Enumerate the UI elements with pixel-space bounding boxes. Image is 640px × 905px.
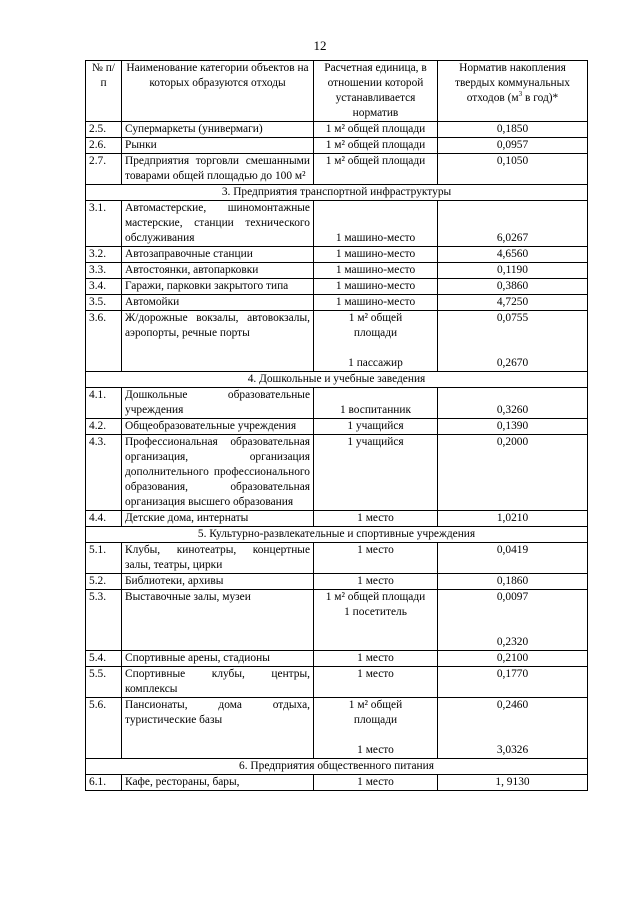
norm-value-line: 0,1190: [497, 264, 528, 276]
norm-value-line: [441, 216, 584, 231]
object-category-line: Спортивные клубы, центры, комплексы: [125, 668, 310, 695]
row-number: 5.1.: [86, 543, 122, 574]
calc-unit-line: 1 м² общей: [348, 699, 403, 711]
norm-value-cell: [438, 388, 588, 419]
object-category-line: Автомойки: [125, 296, 180, 308]
table-row: [86, 295, 588, 311]
table-row: [86, 388, 588, 419]
calc-unit-line: площади: [353, 714, 398, 726]
table-row: [86, 574, 588, 590]
norm-table: [85, 60, 588, 791]
header-num: № п/п: [86, 61, 122, 122]
table-row: [86, 263, 588, 279]
norm-value-cell: [438, 543, 588, 574]
calc-unit-cell: [314, 574, 438, 590]
norm-value-line: 0,2670: [496, 357, 529, 369]
table-row: [86, 201, 588, 247]
norm-value-cell: [438, 154, 588, 185]
object-category-line: Кафе, рестораны, бары,: [125, 776, 240, 788]
row-number: 2.7.: [86, 154, 122, 185]
norm-value-cell: [438, 698, 588, 759]
calc-unit-line: [317, 388, 434, 403]
calc-unit-line: 1 машино-место: [335, 264, 416, 276]
calc-unit-line: 1 машино-место: [335, 232, 416, 244]
norm-value-line: [441, 388, 584, 403]
norm-value-line: 0,2320: [496, 636, 529, 648]
object-category-cell: [122, 247, 314, 263]
calc-unit-cell: [314, 154, 438, 185]
calc-unit-cell: [314, 435, 438, 511]
row-number: 3.2.: [86, 247, 122, 263]
norm-value-line: [441, 201, 584, 216]
object-category-line: Детские дома, интернаты: [125, 512, 249, 524]
object-category-cell: [122, 543, 314, 574]
calc-unit-line: 1 м² общей площади: [325, 155, 426, 167]
object-category-cell: [122, 590, 314, 651]
header-name: Наименование категории объектов на которых образуются отходы: [122, 61, 314, 122]
calc-unit-cell: [314, 138, 438, 154]
object-category-cell: [122, 651, 314, 667]
norm-value-line: 4,7250: [496, 296, 529, 308]
norm-value-line: 0,0957: [496, 139, 529, 151]
section-title: 6. Предприятия общественного питания: [86, 759, 588, 775]
section-row: [86, 185, 588, 201]
object-category-cell: [122, 263, 314, 279]
norm-value-line: 3,0326: [496, 744, 529, 756]
calc-unit-cell: [314, 667, 438, 698]
calc-unit-line: 1 м² общей: [348, 312, 403, 324]
row-number: 5.4.: [86, 651, 122, 667]
object-category-line: Супермаркеты (универмаги): [125, 123, 263, 135]
calc-unit-cell: [314, 388, 438, 419]
object-category-line: Выставочные залы, музеи: [125, 591, 251, 603]
norm-value-cell: [438, 419, 588, 435]
calc-unit-cell: [314, 122, 438, 138]
section-title: 5. Культурно-развлекательные и спортивные учреждения: [86, 527, 588, 543]
calc-unit-line: 1 м² общей площади: [325, 591, 426, 603]
object-category-cell: [122, 279, 314, 295]
row-number: 6.1.: [86, 775, 122, 791]
calc-unit-line: 1 машино-место: [335, 248, 416, 260]
calc-unit-line: 1 место: [357, 668, 394, 680]
object-category-cell: [122, 698, 314, 759]
row-number: 4.3.: [86, 435, 122, 511]
calc-unit-line: [317, 341, 434, 356]
norm-value-line: 0,2000: [496, 436, 529, 448]
object-category-line: Ж/дорожные вокзалы, автовокзалы, аэропорты, речные порты: [125, 312, 310, 339]
calc-unit-cell: [314, 511, 438, 527]
norm-value-line: 0,1050: [496, 155, 529, 167]
row-number: 2.6.: [86, 138, 122, 154]
object-category-line: Библиотеки, архивы: [125, 575, 224, 587]
norm-value-line: 0,2460: [496, 699, 529, 711]
norm-value-line: [441, 326, 584, 341]
calc-unit-cell: [314, 419, 438, 435]
norm-value-line: 0,1860: [496, 575, 529, 587]
calc-unit-line: площади: [353, 327, 398, 339]
calc-unit-line: 1 место: [357, 776, 394, 788]
object-category-cell: [122, 295, 314, 311]
object-category-cell: [122, 511, 314, 527]
row-number: 3.6.: [86, 311, 122, 372]
norm-value-line: [441, 728, 584, 743]
table-row: [86, 543, 588, 574]
page-number: 12: [313, 38, 327, 53]
object-category-cell: [122, 775, 314, 791]
norm-value-cell: [438, 435, 588, 511]
norm-value-cell: [438, 574, 588, 590]
calc-unit-cell: [314, 201, 438, 247]
norm-value-cell: [438, 311, 588, 372]
norm-value-line: 0,0097: [496, 591, 529, 603]
calc-unit-cell: [314, 543, 438, 574]
row-number: 5.6.: [86, 698, 122, 759]
object-category-cell: [122, 201, 314, 247]
calc-unit-cell: [314, 590, 438, 651]
norm-value-line: [441, 713, 584, 728]
section-row: [86, 527, 588, 543]
calc-unit-line: 1 место: [357, 544, 394, 556]
norm-value-cell: [438, 122, 588, 138]
norm-value-line: 1,0210: [496, 512, 529, 524]
section-row: [86, 759, 588, 775]
object-category-cell: [122, 419, 314, 435]
table-row: [86, 511, 588, 527]
norm-value-cell: [438, 201, 588, 247]
calc-unit-line: 1 место: [357, 744, 394, 756]
norm-value-cell: [438, 590, 588, 651]
norm-value-line: 0,0755: [496, 312, 529, 324]
calc-unit-cell: [314, 247, 438, 263]
norm-value-line: 0,0419: [496, 544, 529, 556]
object-category-line: Клубы, кинотеатры, концертные залы, театры, цирки: [125, 544, 310, 571]
calc-unit-cell: [314, 311, 438, 372]
calc-unit-cell: [314, 698, 438, 759]
table-row: [86, 698, 588, 759]
calc-unit-line: [317, 201, 434, 216]
object-category-line: Спортивные арены, стадионы: [125, 652, 270, 664]
norm-value-line: [441, 605, 584, 620]
calc-unit-cell: [314, 651, 438, 667]
section-title: 4. Дошкольные и учебные заведения: [86, 372, 588, 388]
norm-value-line: 1, 9130: [495, 776, 530, 788]
norm-value-cell: [438, 667, 588, 698]
calc-unit-cell: [314, 775, 438, 791]
norm-value-line: [441, 341, 584, 356]
table-row: [86, 154, 588, 185]
row-number: 3.1.: [86, 201, 122, 247]
header-norm: [438, 61, 588, 122]
row-number: 5.3.: [86, 590, 122, 651]
header-norm-sup: 3: [518, 90, 523, 99]
object-category-cell: [122, 388, 314, 419]
calc-unit-line: [317, 728, 434, 743]
norm-value-cell: [438, 279, 588, 295]
header-unit: Расчетная единица, в отношении которой устанавливается норматив: [314, 61, 438, 122]
object-category-line: Рынки: [125, 139, 157, 151]
norm-value-line: 6,0267: [496, 232, 529, 244]
object-category-cell: [122, 311, 314, 372]
row-number: 3.4.: [86, 279, 122, 295]
calc-unit-line: 1 пассажир: [348, 357, 403, 369]
object-category-cell: [122, 574, 314, 590]
calc-unit-line: 1 машино-место: [335, 296, 416, 308]
object-category-line: Автостоянки, автопарковки: [125, 264, 259, 276]
norm-value-line: 0,3260: [496, 404, 529, 416]
calc-unit-line: 1 машино-место: [335, 280, 416, 292]
section-row: [86, 372, 588, 388]
header-norm-text: Норматив накопления твердых коммунальных отходов (м: [454, 62, 570, 104]
table-row: [86, 419, 588, 435]
object-category-line: Автозаправочные станции: [125, 248, 253, 260]
object-category-line: Дошкольные образовательные учреждения: [125, 389, 310, 416]
calc-unit-line: 1 место: [357, 512, 394, 524]
norm-value-line: 0,1390: [496, 420, 529, 432]
object-category-cell: [122, 435, 314, 511]
table-row: [86, 651, 588, 667]
norm-value-cell: [438, 651, 588, 667]
row-number: 5.5.: [86, 667, 122, 698]
table-body: [86, 122, 588, 791]
norm-value-cell: [438, 138, 588, 154]
table-row: [86, 138, 588, 154]
header-norm-tail: в год)*: [522, 92, 559, 104]
object-category-line: Пансионаты, дома отдыха, туристические базы: [125, 699, 310, 726]
object-category-line: Гаражи, парковки закрытого типа: [125, 280, 289, 292]
row-number: 5.2.: [86, 574, 122, 590]
object-category-cell: [122, 138, 314, 154]
calc-unit-cell: [314, 263, 438, 279]
norm-value-cell: [438, 511, 588, 527]
norm-value-cell: [438, 247, 588, 263]
norm-value-cell: [438, 775, 588, 791]
norm-value-line: [441, 620, 584, 635]
table-row: [86, 590, 588, 651]
norm-value-line: 0,3860: [496, 280, 529, 292]
norm-value-cell: [438, 263, 588, 279]
norm-value-cell: [438, 295, 588, 311]
row-number: 4.1.: [86, 388, 122, 419]
object-category-line: Общеобразовательные учреждения: [125, 420, 297, 432]
calc-unit-line: 1 место: [357, 575, 394, 587]
calc-unit-line: 1 место: [357, 652, 394, 664]
row-number: 4.4.: [86, 511, 122, 527]
row-number: 4.2.: [86, 419, 122, 435]
table-row: [86, 311, 588, 372]
calc-unit-cell: [314, 295, 438, 311]
table-row: [86, 775, 588, 791]
object-category-cell: [122, 667, 314, 698]
row-number: 2.5.: [86, 122, 122, 138]
table-row: [86, 122, 588, 138]
calc-unit-cell: [314, 279, 438, 295]
table-row: [86, 435, 588, 511]
table-row: [86, 279, 588, 295]
object-category-line: Автомастерские, шиномонтажные мастерские, станции технического обслуживания: [125, 202, 310, 244]
object-category-line: Предприятия торговли смешанными товарами общей площадью до 100 м²: [125, 155, 310, 182]
calc-unit-line: [317, 216, 434, 231]
table-row: [86, 247, 588, 263]
object-category-line: Профессиональная образовательная организация, организация дополнительного профессионального образования, образовательная организация высшего образования: [125, 436, 310, 508]
table-header-row: [86, 61, 588, 122]
table-row: [86, 667, 588, 698]
calc-unit-line: 1 м² общей площади: [325, 139, 426, 151]
object-category-cell: [122, 122, 314, 138]
norm-value-line: 0,2100: [496, 652, 529, 664]
calc-unit-line: 1 учащийся: [347, 436, 404, 448]
section-title: 3. Предприятия транспортной инфраструктуры: [86, 185, 588, 201]
norm-value-line: 0,1850: [496, 123, 529, 135]
norm-value-line: 4,6560: [496, 248, 529, 260]
calc-unit-line: 1 воспитанник: [339, 404, 412, 416]
norm-value-line: 0,1770: [496, 668, 529, 680]
row-number: 3.5.: [86, 295, 122, 311]
calc-unit-line: 1 учащийся: [347, 420, 404, 432]
calc-unit-line: 1 посетитель: [344, 606, 407, 618]
row-number: 3.3.: [86, 263, 122, 279]
calc-unit-line: 1 м² общей площади: [325, 123, 426, 135]
object-category-cell: [122, 154, 314, 185]
